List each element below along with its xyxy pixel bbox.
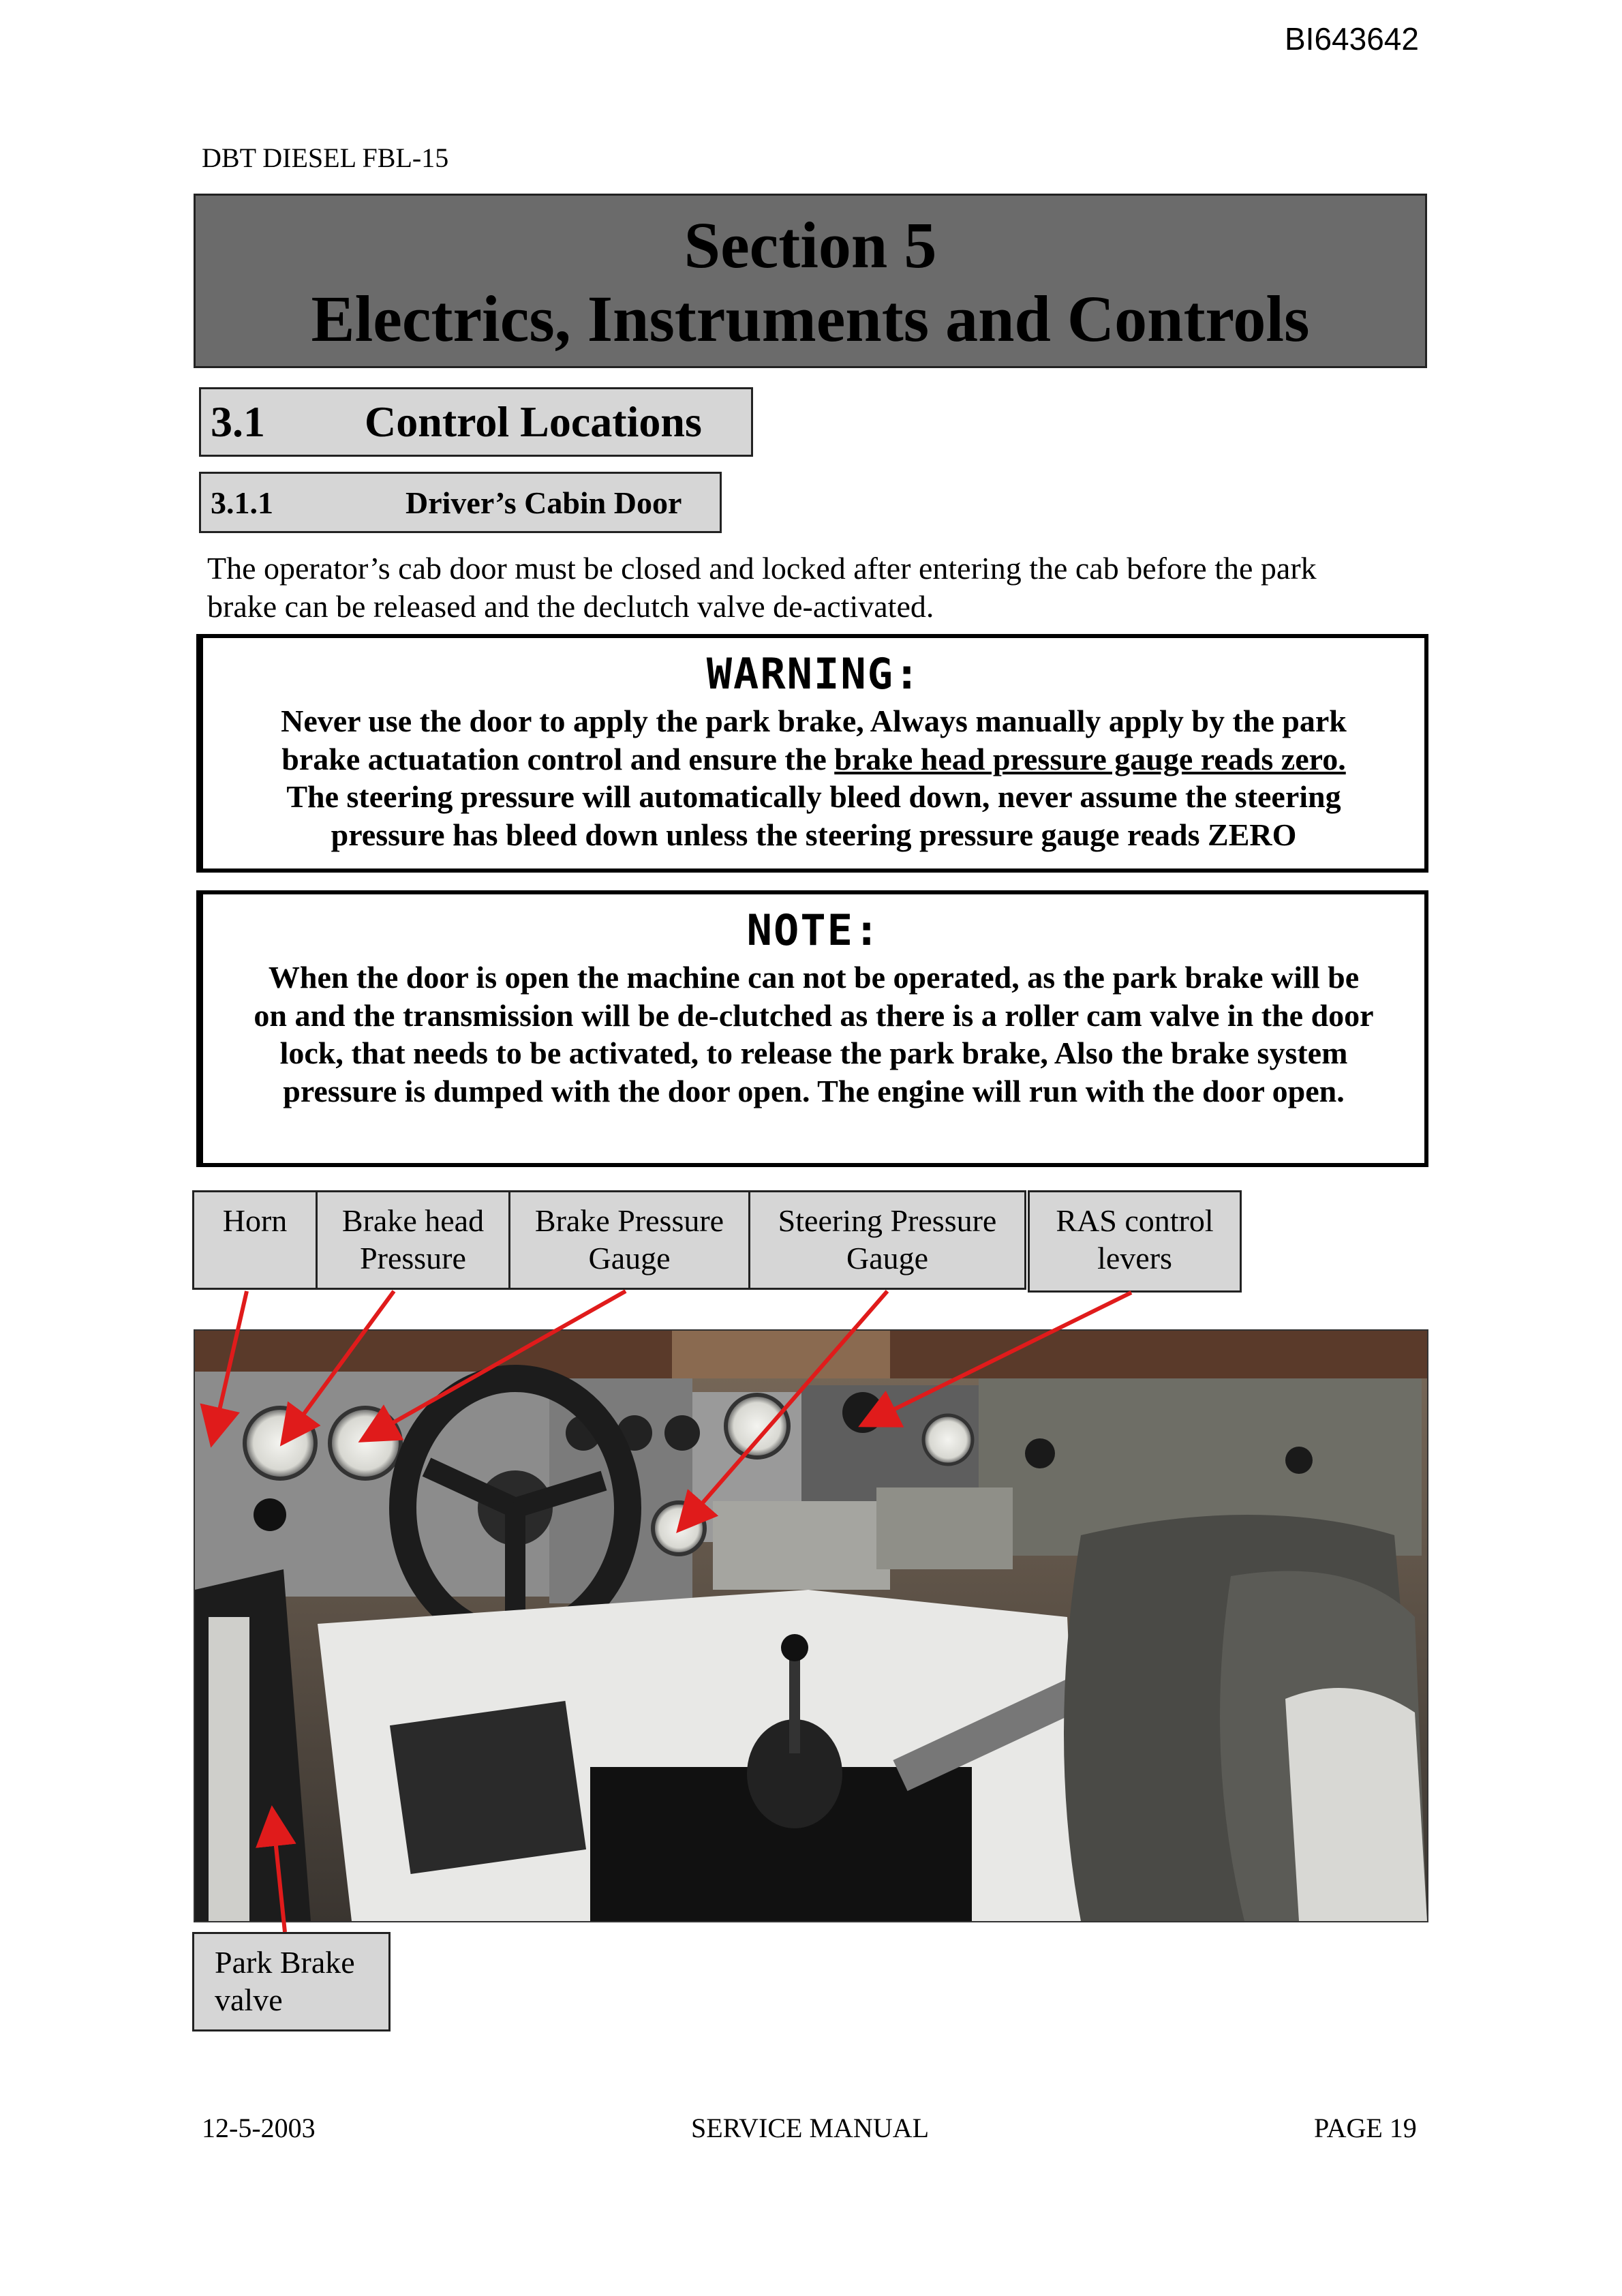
label-horn xyxy=(192,1190,318,1290)
subsubsection-title: Driver’s Cabin Door xyxy=(406,485,682,520)
label-text: Steering Pressure xyxy=(778,1203,997,1238)
warning-line xyxy=(224,740,1404,779)
label-text: Brake head xyxy=(341,1203,485,1238)
note-line: pressure is dumped with the door open. The engine will run with the door open. xyxy=(283,1073,1345,1108)
section-banner xyxy=(194,194,1427,368)
document-header: DBT DIESEL FBL-15 xyxy=(202,142,449,173)
intro-paragraph xyxy=(207,549,1407,626)
subsubsection-number: 3.1.1 xyxy=(211,485,273,520)
cabin-photo-illustration xyxy=(195,1331,1427,1921)
warning-text xyxy=(203,698,1424,854)
subsubsection-heading xyxy=(199,472,722,533)
subsection-heading xyxy=(199,387,753,457)
label-text: Pressure xyxy=(360,1241,466,1275)
label-text: levers xyxy=(1097,1241,1172,1275)
note-box xyxy=(196,890,1428,1167)
warning-title: WARNING: xyxy=(706,649,921,699)
label-brake-pressure-gauge xyxy=(508,1190,750,1290)
section-title: Electrics, Instruments and Controls xyxy=(311,282,1310,355)
note-title: NOTE: xyxy=(746,905,881,955)
section-number: Section 5 xyxy=(684,209,937,282)
warning-line: Never use the door to apply the park brake, Always manually apply by the park xyxy=(281,704,1347,738)
footer-title: SERVICE MANUAL xyxy=(691,2113,930,2143)
warning-line: The steering pressure will automatically bleed down, never assume the steering xyxy=(286,779,1341,814)
label-text: valve xyxy=(215,1982,283,2017)
label-text: Horn xyxy=(222,1203,288,1238)
label-steering-pressure-gauge xyxy=(748,1190,1026,1290)
label-text: Brake Pressure xyxy=(534,1203,724,1238)
label-text: Gauge xyxy=(846,1241,929,1275)
cabin-photo xyxy=(194,1329,1428,1922)
warning-line-text: brake actuatation control and ensure the xyxy=(281,741,835,776)
subsection-number: 3.1 xyxy=(211,397,265,446)
intro-line: brake can be released and the declutch valve de-activated. xyxy=(207,589,934,624)
footer-date: 12-5-2003 xyxy=(202,2113,316,2143)
label-text: Gauge xyxy=(588,1241,671,1275)
label-text: Park Brake xyxy=(215,1945,355,1980)
label-brake-head-pressure xyxy=(316,1190,510,1290)
warning-line: pressure has bleed down unless the steering pressure gauge reads ZERO xyxy=(331,817,1297,852)
document-id: BI643642 xyxy=(1285,21,1419,57)
note-text xyxy=(203,954,1424,1110)
note-line: When the door is open the machine can not be operated, as the park brake will be xyxy=(268,960,1360,995)
warning-underlined-text: brake head pressure gauge reads zero. xyxy=(834,741,1346,776)
note-line: lock, that needs to be activated, to release the park brake, Also the brake system xyxy=(279,1036,1348,1070)
label-ras-control-levers xyxy=(1028,1190,1242,1293)
intro-line: The operator’s cab door must be closed and locked after entering the cab before the park xyxy=(207,551,1317,586)
footer-page-number: PAGE 19 xyxy=(1314,2113,1417,2143)
label-text: RAS control xyxy=(1056,1203,1214,1238)
note-line: on and the transmission will be de-clutched as there is a roller cam valve in the door xyxy=(254,997,1374,1033)
warning-box xyxy=(196,634,1428,873)
subsection-title: Control Locations xyxy=(365,397,702,446)
label-park-brake-valve xyxy=(192,1932,391,2031)
